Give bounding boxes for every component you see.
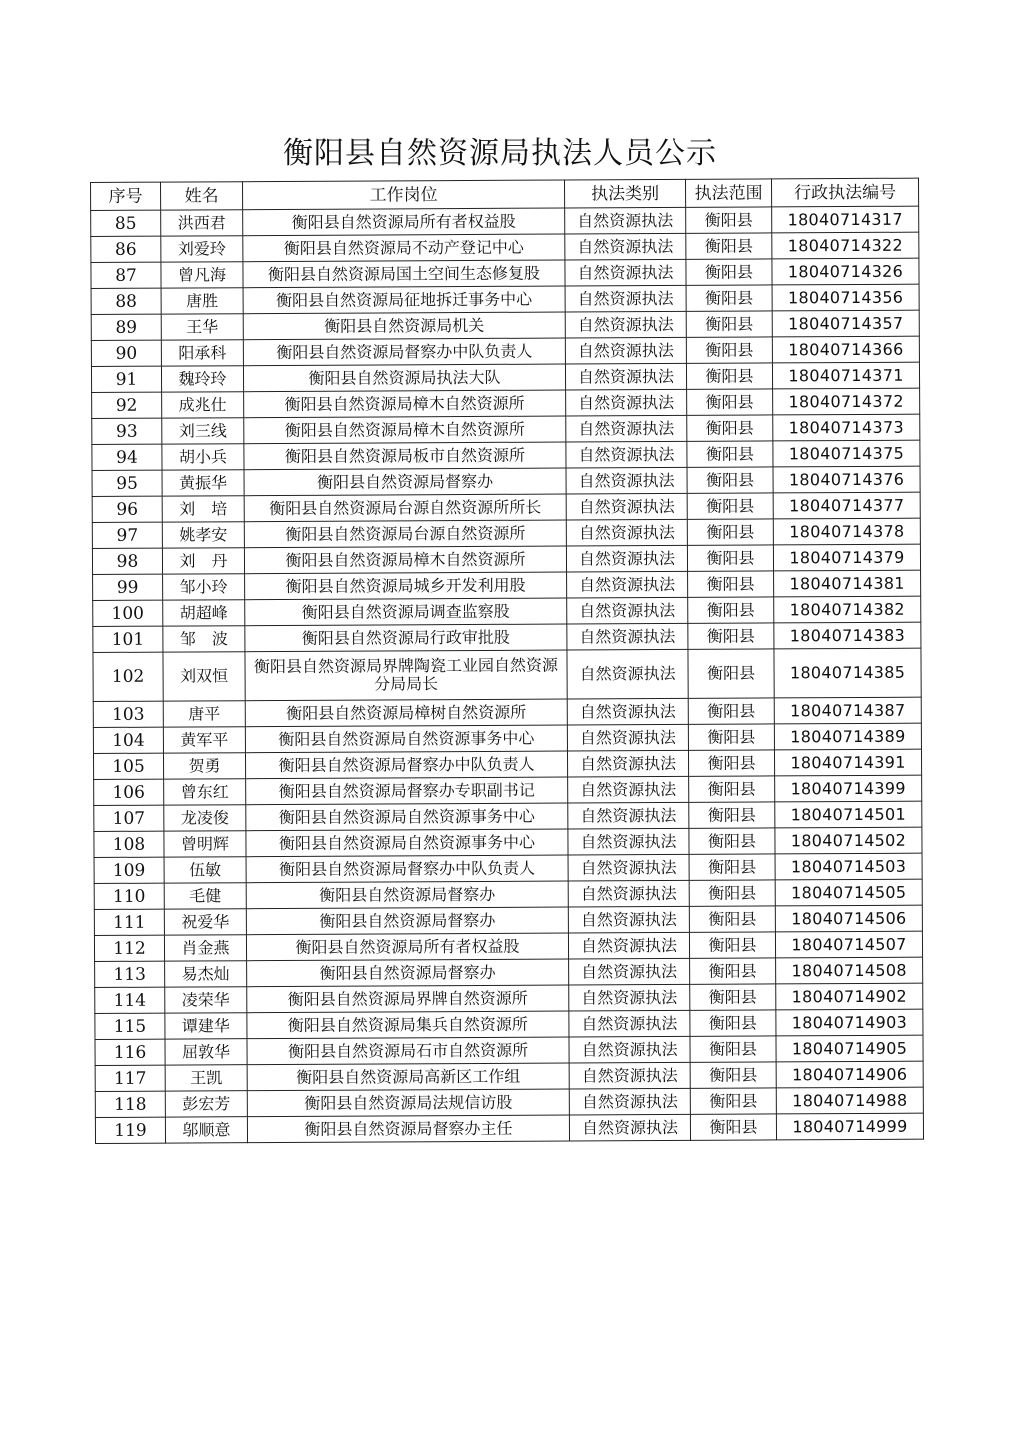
index-cell: 101 [93, 626, 163, 652]
license-number-cell: 18040714356 [772, 284, 919, 311]
position-cell: 衡阳县自然资源局樟木自然资源所 [244, 390, 566, 418]
scope-cell: 衡阳县 [687, 389, 773, 415]
position-cell: 衡阳县自然资源局督察办 [246, 907, 568, 935]
license-number-cell: 18040714906 [776, 1061, 923, 1088]
position-cell: 衡阳县自然资源局城乡开发利用股 [245, 572, 567, 600]
index-cell: 85 [91, 210, 161, 236]
scope-cell: 衡阳县 [686, 363, 772, 389]
name-cell: 王华 [161, 314, 243, 340]
position-cell: 衡阳县自然资源局督察办 [247, 959, 569, 987]
index-cell: 104 [93, 727, 163, 753]
name-cell: 胡小兵 [162, 444, 244, 470]
scope-cell: 衡阳县 [688, 571, 774, 597]
category-cell: 自然资源执法 [565, 311, 686, 338]
position-cell: 衡阳县自然资源局自然资源事务中心 [245, 725, 567, 753]
name-cell: 曾东红 [164, 779, 246, 805]
name-cell: 祝爱华 [164, 909, 246, 935]
category-cell: 自然资源执法 [567, 623, 688, 650]
scope-cell: 衡阳县 [688, 623, 774, 649]
category-cell: 自然资源执法 [567, 597, 688, 624]
license-number-cell: 18040714999 [776, 1113, 923, 1140]
scope-cell: 衡阳县 [687, 545, 773, 571]
license-number-cell: 18040714381 [774, 570, 921, 597]
position-cell: 衡阳县自然资源局樟木自然资源所 [244, 416, 566, 444]
license-number-cell: 18040714371 [772, 362, 919, 389]
license-number-cell: 18040714357 [772, 310, 919, 337]
category-cell: 自然资源执法 [569, 984, 690, 1011]
name-cell: 曾凡海 [161, 262, 243, 288]
index-cell: 99 [93, 574, 163, 600]
scope-cell: 衡阳县 [686, 311, 772, 337]
category-cell: 自然资源执法 [567, 698, 688, 725]
name-cell: 刘爱玲 [161, 236, 243, 262]
category-cell: 自然资源执法 [569, 1088, 690, 1115]
name-cell: 屈敦华 [165, 1039, 247, 1065]
scope-cell: 衡阳县 [686, 207, 772, 233]
license-number-cell: 18040714377 [773, 492, 920, 519]
position-cell: 衡阳县自然资源局台源自然资源所 [244, 520, 566, 548]
personnel-table [90, 178, 924, 1144]
scope-cell: 衡阳县 [690, 1010, 776, 1036]
category-cell: 自然资源执法 [568, 802, 689, 829]
license-number-cell: 18040714399 [775, 775, 922, 802]
category-cell: 自然资源执法 [565, 363, 686, 390]
position-cell: 衡阳县自然资源局督察办中队负责人 [246, 855, 568, 883]
license-number-cell: 18040714322 [772, 232, 919, 259]
category-cell: 自然资源执法 [566, 415, 687, 442]
name-cell: 刘 丹 [162, 548, 244, 574]
position-cell: 衡阳县自然资源局集兵自然资源所 [247, 1011, 569, 1039]
index-cell: 106 [94, 779, 164, 805]
name-cell: 贺勇 [163, 753, 245, 779]
license-number-cell: 18040714383 [774, 622, 921, 649]
column-header-name: 姓名 [161, 182, 243, 210]
scope-cell: 衡阳县 [688, 698, 774, 724]
column-header-index: 序号 [91, 182, 161, 210]
name-cell: 邹小玲 [163, 574, 245, 600]
column-header-position: 工作岗位 [243, 180, 565, 210]
license-number-cell: 18040714385 [774, 648, 921, 698]
index-cell: 88 [91, 288, 161, 314]
name-cell: 刘 培 [162, 496, 244, 522]
index-cell: 100 [93, 600, 163, 626]
position-cell: 衡阳县自然资源局督察办专职副书记 [246, 777, 568, 805]
category-cell: 自然资源执法 [567, 724, 688, 751]
scope-cell: 衡阳县 [688, 597, 774, 623]
index-cell: 86 [91, 236, 161, 262]
scope-cell: 衡阳县 [690, 1114, 776, 1140]
scope-cell: 衡阳县 [690, 958, 776, 984]
scope-cell: 衡阳县 [687, 415, 773, 441]
scope-cell: 衡阳县 [689, 828, 775, 854]
license-number-cell: 18040714387 [774, 697, 921, 724]
scope-cell: 衡阳县 [687, 467, 773, 493]
license-number-cell: 18040714506 [775, 905, 922, 932]
position-cell: 衡阳县自然资源局板市自然资源所 [244, 442, 566, 470]
category-cell: 自然资源执法 [565, 337, 686, 364]
index-cell: 96 [92, 496, 162, 522]
table-header-row [91, 178, 919, 210]
index-cell: 97 [92, 522, 162, 548]
position-cell: 衡阳县自然资源局台源自然资源所所长 [244, 494, 566, 522]
position-cell: 衡阳县自然资源局督察办 [246, 881, 568, 909]
license-number-cell: 18040714376 [773, 466, 920, 493]
category-cell: 自然资源执法 [569, 1062, 690, 1089]
license-number-cell: 18040714903 [776, 1009, 923, 1036]
position-cell: 衡阳县自然资源局石市自然资源所 [247, 1037, 569, 1065]
name-cell: 姚孝安 [162, 522, 244, 548]
category-cell: 自然资源执法 [567, 571, 688, 598]
name-cell: 王凯 [165, 1065, 247, 1091]
name-cell: 唐平 [163, 701, 245, 727]
category-cell: 自然资源执法 [566, 519, 687, 546]
license-number-cell: 18040714317 [772, 206, 919, 233]
position-cell: 衡阳县自然资源局所有者权益股 [243, 208, 565, 236]
name-cell: 曾明辉 [164, 831, 246, 857]
license-number-cell: 18040714366 [772, 336, 919, 363]
scope-cell: 衡阳县 [689, 802, 775, 828]
category-cell: 自然资源执法 [566, 389, 687, 416]
scope-cell: 衡阳县 [687, 441, 773, 467]
license-number-cell: 18040714378 [773, 518, 920, 545]
category-cell: 自然资源执法 [568, 854, 689, 881]
name-cell: 易杰灿 [165, 961, 247, 987]
position-cell: 衡阳县自然资源局征地拆迁事务中心 [243, 286, 565, 314]
license-number-cell: 18040714326 [772, 258, 919, 285]
license-number-cell: 18040714503 [775, 853, 922, 880]
position-cell: 衡阳县自然资源局行政审批股 [245, 624, 567, 652]
name-cell: 唐胜 [161, 288, 243, 314]
scope-cell: 衡阳县 [690, 1036, 776, 1062]
column-header-scope: 执法范围 [685, 179, 771, 207]
license-number-cell: 18040714373 [773, 414, 920, 441]
index-cell: 108 [94, 831, 164, 857]
table-row [93, 648, 921, 701]
position-cell: 衡阳县自然资源局自然资源事务中心 [246, 829, 568, 857]
index-cell: 98 [92, 548, 162, 574]
index-cell: 113 [95, 961, 165, 987]
category-cell: 自然资源执法 [565, 259, 686, 286]
position-cell: 衡阳县自然资源局法规信访股 [247, 1089, 569, 1117]
license-number-cell: 18040714507 [775, 931, 922, 958]
category-cell: 自然资源执法 [569, 958, 690, 985]
index-cell: 94 [92, 444, 162, 470]
scope-cell: 衡阳县 [689, 932, 775, 958]
position-cell: 衡阳县自然资源局国土空间生态修复股 [243, 260, 565, 288]
position-cell: 衡阳县自然资源局督察办主任 [247, 1115, 569, 1143]
position-cell: 衡阳县自然资源局樟树自然资源所 [245, 699, 567, 727]
category-cell: 自然资源执法 [566, 467, 687, 494]
category-cell: 自然资源执法 [569, 1114, 690, 1141]
name-cell: 邹 波 [163, 626, 245, 652]
license-number-cell: 18040714905 [776, 1035, 923, 1062]
table-row [95, 1113, 923, 1143]
license-number-cell: 18040714502 [775, 827, 922, 854]
category-cell: 自然资源执法 [566, 545, 687, 572]
position-cell: 衡阳县自然资源局调查监察股 [245, 598, 567, 626]
index-cell: 90 [91, 340, 161, 366]
index-cell: 107 [94, 805, 164, 831]
index-cell: 114 [95, 987, 165, 1013]
index-cell: 117 [95, 1065, 165, 1091]
position-cell: 衡阳县自然资源局界牌自然资源所 [247, 985, 569, 1013]
license-number-cell: 18040714902 [776, 983, 923, 1010]
position-cell: 衡阳县自然资源局界牌陶瓷工业园自然资源分局局长 [245, 650, 567, 701]
position-cell: 衡阳县自然资源局机关 [243, 312, 565, 340]
scope-cell: 衡阳县 [686, 259, 772, 285]
license-number-cell: 18040714988 [776, 1087, 923, 1114]
position-cell: 衡阳县自然资源局自然资源事务中心 [246, 803, 568, 831]
name-cell: 黄振华 [162, 470, 244, 496]
license-number-cell: 18040714379 [773, 544, 920, 571]
position-cell: 衡阳县自然资源局督察办中队负责人 [245, 751, 567, 779]
category-cell: 自然资源执法 [568, 906, 689, 933]
scope-cell: 衡阳县 [686, 285, 772, 311]
position-cell: 衡阳县自然资源局督察办 [244, 468, 566, 496]
scope-cell: 衡阳县 [688, 724, 774, 750]
index-cell: 87 [91, 262, 161, 288]
scope-cell: 衡阳县 [689, 906, 775, 932]
page-title: 衡阳县自然资源局执法人员公示 [283, 136, 717, 171]
category-cell: 自然资源执法 [567, 649, 688, 699]
table-body [91, 206, 924, 1143]
scope-cell: 衡阳县 [690, 984, 776, 1010]
index-cell: 105 [93, 753, 163, 779]
index-cell: 102 [93, 652, 163, 701]
name-cell: 刘双恒 [163, 652, 245, 701]
name-cell: 成兆仕 [162, 392, 244, 418]
category-cell: 自然资源执法 [565, 207, 686, 234]
license-number-cell: 18040714382 [774, 596, 921, 623]
category-cell: 自然资源执法 [565, 233, 686, 260]
position-cell: 衡阳县自然资源局督察办中队负责人 [243, 338, 565, 366]
license-number-cell: 18040714505 [775, 879, 922, 906]
license-number-cell: 18040714389 [774, 723, 921, 750]
position-cell: 衡阳县自然资源局执法大队 [243, 364, 565, 392]
index-cell: 116 [95, 1039, 165, 1065]
name-cell: 彭宏芳 [165, 1091, 247, 1117]
index-cell: 112 [94, 935, 164, 961]
license-number-cell: 18040714501 [775, 801, 922, 828]
name-cell: 谭建华 [165, 1013, 247, 1039]
name-cell: 洪西君 [161, 210, 243, 236]
scope-cell: 衡阳县 [689, 854, 775, 880]
index-cell: 91 [91, 366, 161, 392]
index-cell: 93 [92, 418, 162, 444]
category-cell: 自然资源执法 [569, 1010, 690, 1037]
scope-cell: 衡阳县 [689, 776, 775, 802]
position-cell: 衡阳县自然资源局樟木自然资源所 [244, 546, 566, 574]
category-cell: 自然资源执法 [568, 932, 689, 959]
scope-cell: 衡阳县 [686, 337, 772, 363]
name-cell: 凌荣华 [165, 987, 247, 1013]
position-cell: 衡阳县自然资源局高新区工作组 [247, 1063, 569, 1091]
index-cell: 119 [95, 1117, 165, 1143]
name-cell: 魏玲玲 [161, 366, 243, 392]
category-cell: 自然资源执法 [568, 776, 689, 803]
scope-cell: 衡阳县 [687, 519, 773, 545]
category-cell: 自然资源执法 [565, 285, 686, 312]
category-cell: 自然资源执法 [567, 750, 688, 777]
index-cell: 118 [95, 1091, 165, 1117]
position-cell: 衡阳县自然资源局不动产登记中心 [243, 234, 565, 262]
name-cell: 邬顺意 [165, 1117, 247, 1143]
index-cell: 109 [94, 857, 164, 883]
category-cell: 自然资源执法 [566, 441, 687, 468]
index-cell: 92 [92, 392, 162, 418]
scope-cell: 衡阳县 [690, 1088, 776, 1114]
name-cell: 胡超峰 [163, 600, 245, 626]
scope-cell: 衡阳县 [689, 880, 775, 906]
position-cell: 衡阳县自然资源局所有者权益股 [246, 933, 568, 961]
name-cell: 伍敏 [164, 857, 246, 883]
name-cell: 刘三线 [162, 418, 244, 444]
column-header-category: 执法类别 [564, 179, 685, 208]
category-cell: 自然资源执法 [568, 880, 689, 907]
category-cell: 自然资源执法 [566, 493, 687, 520]
column-header-license-number: 行政执法编号 [771, 178, 918, 207]
index-cell: 111 [94, 909, 164, 935]
scope-cell: 衡阳县 [687, 493, 773, 519]
name-cell: 阳承科 [161, 340, 243, 366]
index-cell: 89 [91, 314, 161, 340]
name-cell: 肖金燕 [164, 935, 246, 961]
license-number-cell: 18040714375 [773, 440, 920, 467]
index-cell: 115 [95, 1013, 165, 1039]
license-number-cell: 18040714508 [776, 957, 923, 984]
scope-cell: 衡阳县 [688, 750, 774, 776]
category-cell: 自然资源执法 [568, 828, 689, 855]
license-number-cell: 18040714372 [773, 388, 920, 415]
scope-cell: 衡阳县 [688, 649, 774, 698]
index-cell: 110 [94, 883, 164, 909]
scope-cell: 衡阳县 [686, 233, 772, 259]
name-cell: 毛健 [164, 883, 246, 909]
name-cell: 龙凌俊 [164, 805, 246, 831]
index-cell: 95 [92, 470, 162, 496]
category-cell: 自然资源执法 [569, 1036, 690, 1063]
scope-cell: 衡阳县 [690, 1062, 776, 1088]
name-cell: 黄军平 [163, 727, 245, 753]
license-number-cell: 18040714391 [774, 749, 921, 776]
index-cell: 103 [93, 701, 163, 727]
